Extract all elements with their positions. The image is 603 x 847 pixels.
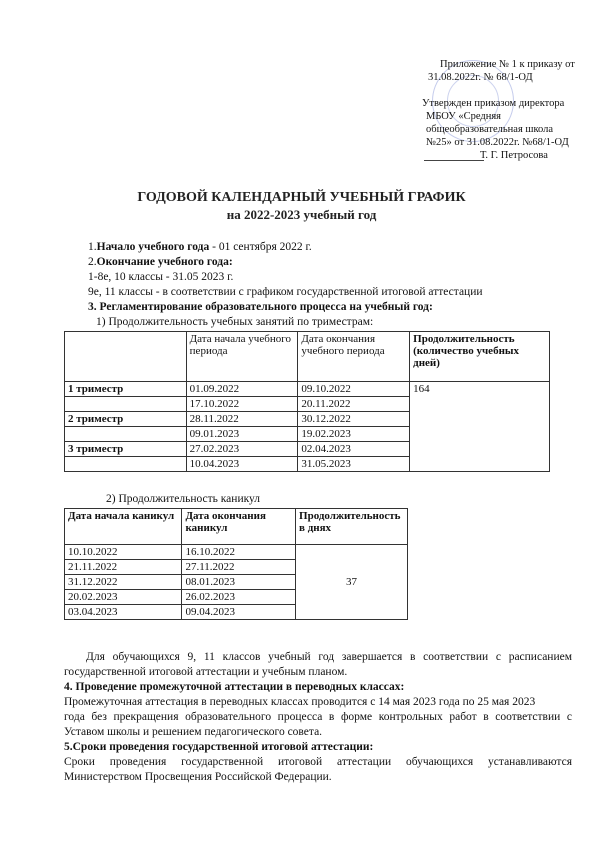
item-end-line-2: 9е, 11 классы - в соответствии с графиком государственной итоговой аттестации xyxy=(88,286,483,298)
table-cell-start: 17.10.2022 xyxy=(186,397,298,412)
header-line-3: Утвержден приказом директора xyxy=(422,98,565,109)
table1-header-start: Дата начала учебного периода xyxy=(186,332,298,382)
vacations-table xyxy=(64,508,408,620)
table2-header-start: Дата начала каникул xyxy=(65,509,182,545)
header-line-2: 31.08.2022г. № 68/1-ОД xyxy=(428,72,533,83)
header-line-6: №25» от 31.08.2022г. №68/1-ОД xyxy=(426,137,569,148)
signature-line xyxy=(424,160,484,161)
table-cell-start: 09.01.2023 xyxy=(186,427,298,442)
item-start-of-year xyxy=(88,240,312,254)
table-cell-end: 16.10.2022 xyxy=(182,545,296,560)
document-title: ГОДОВОЙ КАЛЕНДАРНЫЙ УЧЕБНЫЙ ГРАФИК xyxy=(137,190,466,205)
subsection-2-title: 2) Продолжительность каникул xyxy=(106,493,261,505)
table2-header-duration: Продолжительность в днях xyxy=(296,509,408,545)
table-row-period: 1 триместр xyxy=(65,382,187,397)
item-end-of-year xyxy=(88,255,233,269)
table-cell-end: 31.05.2023 xyxy=(298,457,410,472)
table2-header-end: Дата окончания каникул xyxy=(182,509,296,545)
table-cell-end: 19.02.2023 xyxy=(298,427,410,442)
trimesters-table xyxy=(64,331,550,472)
document-subtitle: на 2022-2023 учебный год xyxy=(226,207,377,222)
table-cell-end: 30.12.2022 xyxy=(298,412,410,427)
header-line-5: общеобразовательная школа xyxy=(426,124,554,135)
header-line-1: Приложение № 1 к приказу от xyxy=(440,59,575,70)
item-end-number: 2. xyxy=(88,256,97,268)
section-4-line-2: года без прекращения образовательного процесса в форме контрольных работ в соответствии с xyxy=(64,711,572,723)
table-cell-start: 27.02.2023 xyxy=(186,442,298,457)
table-cell-start: 03.04.2023 xyxy=(65,605,182,620)
paragraph-1-line-1: Для обучающихся 9, 11 классов учебный год завершается в соответствии с расписанием xyxy=(86,651,572,663)
item-start-value: - 01 сентября 2022 г. xyxy=(209,241,312,253)
item-end-line-1: 1-8е, 10 классы - 31.05 2023 г. xyxy=(88,271,234,283)
table-cell-end: 08.01.2023 xyxy=(182,575,296,590)
table-cell-end: 02.04.2023 xyxy=(298,442,410,457)
table-cell-end: 27.11.2022 xyxy=(182,560,296,575)
table-cell-start: 01.09.2022 xyxy=(186,382,298,397)
section-5-title: 5.Сроки проведения государственной итоговой аттестации: xyxy=(64,741,374,753)
section-5-line-2: Министерством Просвещения Российской Федерации. xyxy=(64,771,332,783)
table-row-period xyxy=(65,427,187,442)
table-row-period: 3 триместр xyxy=(65,442,187,457)
table1-header-empty xyxy=(65,332,187,382)
header-line-4: МБОУ «Средняя xyxy=(426,111,501,122)
table-cell-start: 10.04.2023 xyxy=(186,457,298,472)
section-4-line-3: Уставом школы и решением педагогического совета. xyxy=(64,726,323,738)
section-4-title: 4. Проведение промежуточной аттестации в переводных классах: xyxy=(64,681,405,693)
item-start-number: 1. xyxy=(88,241,97,253)
table1-days-cell: 164 xyxy=(410,382,550,472)
header-line-7: Т. Г. Петросова xyxy=(480,150,548,161)
table2-days-cell: 37 xyxy=(296,545,408,620)
table-cell-start: 21.11.2022 xyxy=(65,560,182,575)
table-cell-end: 09.10.2022 xyxy=(298,382,410,397)
table-row-period: 2 триместр xyxy=(65,412,187,427)
section-4-line-1: Промежуточная аттестация в переводных классах проводится с 14 мая 2023 года по 25 мая 2023 xyxy=(64,696,536,708)
table-cell-start: 31.12.2022 xyxy=(65,575,182,590)
table1-header-duration: Продолжительность (количество учебных дней) xyxy=(410,332,550,382)
item-end-label: Окончание учебного года: xyxy=(96,256,233,268)
section-5-line-1: Сроки проведения государственной итоговой аттестации обучающихся устанавливаются xyxy=(64,756,572,768)
table-cell-start: 28.11.2022 xyxy=(186,412,298,427)
section-3-title: 3. Регламентирование образовательного процесса на учебный год: xyxy=(88,301,433,313)
paragraph-1-line-2: государственной итоговой аттестации и учебным планом. xyxy=(64,666,348,678)
table-row-period xyxy=(65,397,187,412)
subsection-1-title: 1) Продолжительность учебных занятий по триместрам: xyxy=(96,316,374,328)
table-cell-end: 09.04.2023 xyxy=(182,605,296,620)
table-cell-start: 10.10.2022 xyxy=(65,545,182,560)
table-cell-end: 20.11.2022 xyxy=(298,397,410,412)
item-start-label: Начало учебного года xyxy=(96,241,210,253)
table1-header-end: Дата окончания учебного периода xyxy=(298,332,410,382)
table-cell-end: 26.02.2023 xyxy=(182,590,296,605)
table-cell-start: 20.02.2023 xyxy=(65,590,182,605)
table-row-period xyxy=(65,457,187,472)
